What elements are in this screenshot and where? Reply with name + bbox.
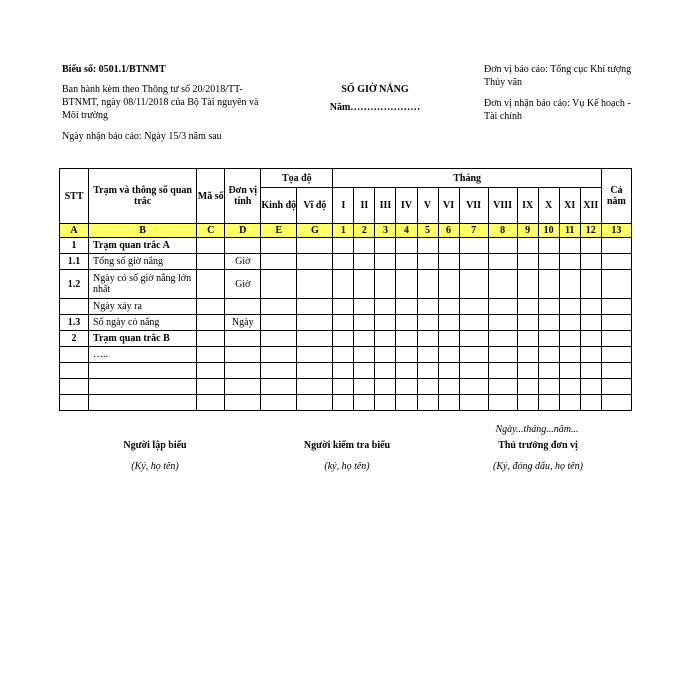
row-value-cell	[559, 238, 580, 254]
code-cell: 11	[559, 224, 580, 238]
col-year-total: Cả năm	[601, 169, 631, 224]
col-code: Mã số	[197, 169, 225, 224]
empty-cell	[538, 395, 559, 411]
row-value-cell	[438, 270, 459, 299]
row-value-cell	[580, 254, 601, 270]
row-value-cell	[559, 331, 580, 347]
empty-cell	[559, 395, 580, 411]
row-value-cell	[261, 347, 297, 363]
row-value-cell	[580, 238, 601, 254]
preparer-note: (Ký, họ tên)	[131, 461, 179, 472]
row-value-cell	[459, 347, 488, 363]
col-month: Tháng	[333, 169, 601, 188]
code-cell: 13	[601, 224, 631, 238]
empty-cell	[197, 395, 225, 411]
empty-row	[60, 395, 632, 411]
row-value-cell	[559, 347, 580, 363]
empty-cell	[601, 379, 631, 395]
empty-cell	[488, 379, 517, 395]
code-cell: 9	[517, 224, 538, 238]
row-value-cell	[459, 270, 488, 299]
table-row	[60, 270, 632, 299]
row-value-cell	[517, 299, 538, 315]
head-note: (Ký, đóng dấu, họ tên)	[493, 461, 583, 472]
row-value-cell	[517, 238, 538, 254]
empty-cell	[375, 379, 396, 395]
row-value-cell	[459, 315, 488, 331]
empty-cell	[438, 395, 459, 411]
col-lon: Kinh độ	[261, 188, 297, 224]
sunshine-hours-table	[59, 168, 632, 411]
row-value-cell	[375, 347, 396, 363]
row-value-cell	[601, 238, 631, 254]
table-row	[60, 238, 632, 254]
row-value-cell	[538, 315, 559, 331]
code-cell: 8	[488, 224, 517, 238]
row-value-cell	[333, 331, 354, 347]
row-value-cell	[333, 238, 354, 254]
row-value-cell	[488, 254, 517, 270]
empty-cell	[333, 395, 354, 411]
row-value-cell	[601, 347, 631, 363]
month-12: XII	[580, 188, 601, 224]
row-value-cell	[261, 299, 297, 315]
row-value-cell	[601, 315, 631, 331]
row-value-cell	[396, 331, 417, 347]
empty-cell	[375, 363, 396, 379]
col-lat: Vĩ độ	[297, 188, 333, 224]
code-cell: 10	[538, 224, 559, 238]
row-name: Ngày xảy ra	[89, 299, 197, 315]
row-value-cell	[375, 238, 396, 254]
row-value-cell	[396, 299, 417, 315]
report-title: SỐ GIỜ NẮNG	[341, 84, 409, 95]
code-cell: 4	[396, 224, 417, 238]
code-cell: 3	[375, 224, 396, 238]
empty-cell	[225, 379, 261, 395]
row-value-cell	[297, 331, 333, 347]
row-value-cell	[438, 299, 459, 315]
empty-cell	[354, 363, 375, 379]
empty-cell	[89, 363, 197, 379]
empty-cell	[438, 363, 459, 379]
empty-cell	[417, 379, 438, 395]
row-value-cell	[459, 299, 488, 315]
row-value-cell	[559, 270, 580, 299]
row-value-cell	[417, 238, 438, 254]
header-row-1	[60, 169, 632, 188]
row-unit: Giờ	[225, 270, 261, 299]
row-value-cell	[580, 347, 601, 363]
row-name: …..	[89, 347, 197, 363]
empty-cell	[89, 395, 197, 411]
row-value-cell	[488, 315, 517, 331]
empty-cell	[517, 363, 538, 379]
row-unit: Giờ	[225, 254, 261, 270]
row-value-cell	[354, 331, 375, 347]
empty-cell	[580, 363, 601, 379]
month-7: VII	[459, 188, 488, 224]
empty-cell	[60, 363, 89, 379]
signature-head	[470, 440, 606, 472]
row-value-cell	[297, 254, 333, 270]
row-value-cell	[396, 315, 417, 331]
code-cell: G	[297, 224, 333, 238]
empty-cell	[517, 395, 538, 411]
empty-cell	[375, 395, 396, 411]
checker-note: (ký, họ tên)	[324, 461, 370, 472]
row-value-cell	[417, 299, 438, 315]
empty-cell	[559, 363, 580, 379]
col-unit: Đơn vị tính	[225, 169, 261, 224]
row-value-cell	[333, 270, 354, 299]
row-value-cell	[438, 315, 459, 331]
row-code	[197, 238, 225, 254]
code-cell: 2	[354, 224, 375, 238]
empty-cell	[580, 395, 601, 411]
row-stt: 1.2	[60, 270, 89, 299]
empty-cell	[261, 363, 297, 379]
month-5: V	[417, 188, 438, 224]
row-value-cell	[459, 254, 488, 270]
checker-title: Người kiểm tra biểu	[303, 440, 391, 451]
table-row	[60, 315, 632, 331]
row-value-cell	[559, 299, 580, 315]
month-2: II	[354, 188, 375, 224]
empty-cell	[459, 395, 488, 411]
row-code	[197, 347, 225, 363]
col-coords: Tọa độ	[261, 169, 333, 188]
empty-cell	[197, 363, 225, 379]
row-value-cell	[396, 270, 417, 299]
row-value-cell	[297, 347, 333, 363]
table-row	[60, 254, 632, 270]
empty-cell	[261, 395, 297, 411]
preparer-title: Người lập biểu	[123, 440, 187, 451]
header-right	[484, 63, 644, 123]
empty-cell	[354, 395, 375, 411]
code-cell: E	[261, 224, 297, 238]
row-code	[197, 270, 225, 299]
row-value-cell	[438, 347, 459, 363]
empty-cell	[396, 363, 417, 379]
column-code-row	[60, 224, 632, 238]
row-code	[197, 299, 225, 315]
empty-cell	[261, 379, 297, 395]
row-value-cell	[580, 331, 601, 347]
date-line: Ngày...tháng...năm...	[495, 424, 579, 435]
code-cell: 12	[580, 224, 601, 238]
row-value-cell	[297, 238, 333, 254]
row-value-cell	[601, 254, 631, 270]
row-value-cell	[333, 254, 354, 270]
row-value-cell	[261, 270, 297, 299]
empty-cell	[417, 363, 438, 379]
row-value-cell	[517, 254, 538, 270]
row-value-cell	[580, 270, 601, 299]
month-3: III	[375, 188, 396, 224]
row-value-cell	[297, 299, 333, 315]
row-value-cell	[396, 238, 417, 254]
month-4: IV	[396, 188, 417, 224]
empty-cell	[488, 395, 517, 411]
row-value-cell	[417, 347, 438, 363]
row-value-cell	[375, 299, 396, 315]
row-value-cell	[417, 254, 438, 270]
empty-cell	[601, 395, 631, 411]
col-stt: STT	[60, 169, 89, 224]
table-row	[60, 331, 632, 347]
code-cell: 5	[417, 224, 438, 238]
empty-cell	[225, 363, 261, 379]
signature-preparer	[100, 440, 210, 472]
row-value-cell	[417, 331, 438, 347]
empty-cell	[517, 379, 538, 395]
issued-by-text: Ban hành kèm theo Thông tư số 20/2018/TT-BTNMT, ngày 08/11/2018 của Bộ Tài nguyên và Môi trường	[62, 84, 259, 121]
row-value-cell	[488, 238, 517, 254]
row-value-cell	[354, 270, 375, 299]
signature-checker	[287, 440, 407, 472]
row-value-cell	[538, 299, 559, 315]
row-unit	[225, 331, 261, 347]
empty-cell	[89, 379, 197, 395]
empty-cell	[459, 363, 488, 379]
row-value-cell	[459, 238, 488, 254]
month-9: IX	[517, 188, 538, 224]
row-value-cell	[261, 331, 297, 347]
row-value-cell	[261, 254, 297, 270]
empty-cell	[459, 379, 488, 395]
row-unit	[225, 347, 261, 363]
empty-cell	[297, 379, 333, 395]
code-cell: 6	[438, 224, 459, 238]
row-value-cell	[517, 315, 538, 331]
row-value-cell	[517, 347, 538, 363]
empty-cell	[417, 395, 438, 411]
form-number: Biểu số: 0501.1/BTNMT	[62, 64, 166, 75]
code-cell: D	[225, 224, 261, 238]
code-cell: B	[89, 224, 197, 238]
row-value-cell	[488, 299, 517, 315]
row-name: Tổng số giờ nắng	[89, 254, 197, 270]
header-center	[300, 84, 450, 113]
empty-row	[60, 363, 632, 379]
row-value-cell	[297, 270, 333, 299]
empty-cell	[580, 379, 601, 395]
row-value-cell	[333, 299, 354, 315]
row-value-cell	[438, 238, 459, 254]
row-value-cell	[538, 238, 559, 254]
row-stt: 1.3	[60, 315, 89, 331]
row-value-cell	[261, 238, 297, 254]
row-stt: 2	[60, 331, 89, 347]
empty-cell	[538, 363, 559, 379]
code-cell: C	[197, 224, 225, 238]
empty-cell	[538, 379, 559, 395]
row-value-cell	[517, 331, 538, 347]
row-value-cell	[396, 254, 417, 270]
row-value-cell	[354, 299, 375, 315]
empty-cell	[559, 379, 580, 395]
row-value-cell	[488, 331, 517, 347]
row-name: Ngày có số giờ nắng lớn nhất	[89, 270, 197, 299]
row-value-cell	[559, 254, 580, 270]
row-value-cell	[601, 299, 631, 315]
row-value-cell	[333, 315, 354, 331]
empty-cell	[297, 395, 333, 411]
row-value-cell	[488, 270, 517, 299]
reporting-unit: Đơn vị báo cáo: Tổng cục Khí tượng Thủy văn	[484, 64, 632, 88]
row-value-cell	[538, 331, 559, 347]
row-value-cell	[438, 254, 459, 270]
table-body	[60, 238, 632, 411]
row-value-cell	[580, 299, 601, 315]
row-value-cell	[354, 254, 375, 270]
row-value-cell	[375, 331, 396, 347]
row-name: Trạm quan trắc B	[89, 331, 197, 347]
row-code	[197, 315, 225, 331]
col-station: Trạm và thông số quan trắc	[89, 169, 197, 224]
month-6: VI	[438, 188, 459, 224]
row-value-cell	[354, 347, 375, 363]
head-title: Thủ trưởng đơn vị	[498, 440, 578, 451]
row-code	[197, 254, 225, 270]
row-unit: Ngày	[225, 315, 261, 331]
row-value-cell	[438, 331, 459, 347]
row-code	[197, 331, 225, 347]
empty-cell	[333, 363, 354, 379]
empty-cell	[601, 363, 631, 379]
row-value-cell	[375, 254, 396, 270]
empty-cell	[438, 379, 459, 395]
row-value-cell	[538, 270, 559, 299]
row-name: Số ngày có nắng	[89, 315, 197, 331]
empty-cell	[225, 395, 261, 411]
row-value-cell	[297, 315, 333, 331]
row-value-cell	[261, 315, 297, 331]
row-value-cell	[580, 315, 601, 331]
row-stt	[60, 299, 89, 315]
month-1: I	[333, 188, 354, 224]
row-value-cell	[354, 315, 375, 331]
row-value-cell	[538, 347, 559, 363]
row-value-cell	[601, 270, 631, 299]
row-stt: 1	[60, 238, 89, 254]
table-row	[60, 347, 632, 363]
code-cell: A	[60, 224, 89, 238]
code-cell: 7	[459, 224, 488, 238]
row-unit	[225, 299, 261, 315]
row-value-cell	[417, 270, 438, 299]
empty-cell	[396, 395, 417, 411]
table-row	[60, 299, 632, 315]
empty-cell	[60, 395, 89, 411]
receiving-unit: Đơn vị nhận báo cáo: Vụ Kế hoạch - Tài chính	[484, 98, 631, 122]
empty-cell	[488, 363, 517, 379]
report-year: Năm…………………	[329, 102, 421, 113]
code-cell: 1	[333, 224, 354, 238]
row-value-cell	[375, 270, 396, 299]
month-11: XI	[559, 188, 580, 224]
receive-date-text: Ngày nhận báo cáo: Ngày 15/3 năm sau	[62, 131, 222, 142]
row-value-cell	[375, 315, 396, 331]
row-value-cell	[354, 238, 375, 254]
empty-cell	[60, 379, 89, 395]
empty-cell	[333, 379, 354, 395]
empty-row	[60, 379, 632, 395]
row-value-cell	[601, 331, 631, 347]
header-left	[62, 63, 277, 143]
empty-cell	[354, 379, 375, 395]
month-8: VIII	[488, 188, 517, 224]
row-value-cell	[417, 315, 438, 331]
row-value-cell	[488, 347, 517, 363]
row-value-cell	[333, 347, 354, 363]
row-value-cell	[459, 331, 488, 347]
row-value-cell	[538, 254, 559, 270]
row-name: Trạm quan trắc A	[89, 238, 197, 254]
row-stt: 1.1	[60, 254, 89, 270]
empty-cell	[197, 379, 225, 395]
month-10: X	[538, 188, 559, 224]
empty-cell	[297, 363, 333, 379]
row-stt	[60, 347, 89, 363]
row-value-cell	[559, 315, 580, 331]
row-unit	[225, 238, 261, 254]
empty-cell	[396, 379, 417, 395]
row-value-cell	[396, 347, 417, 363]
row-value-cell	[517, 270, 538, 299]
